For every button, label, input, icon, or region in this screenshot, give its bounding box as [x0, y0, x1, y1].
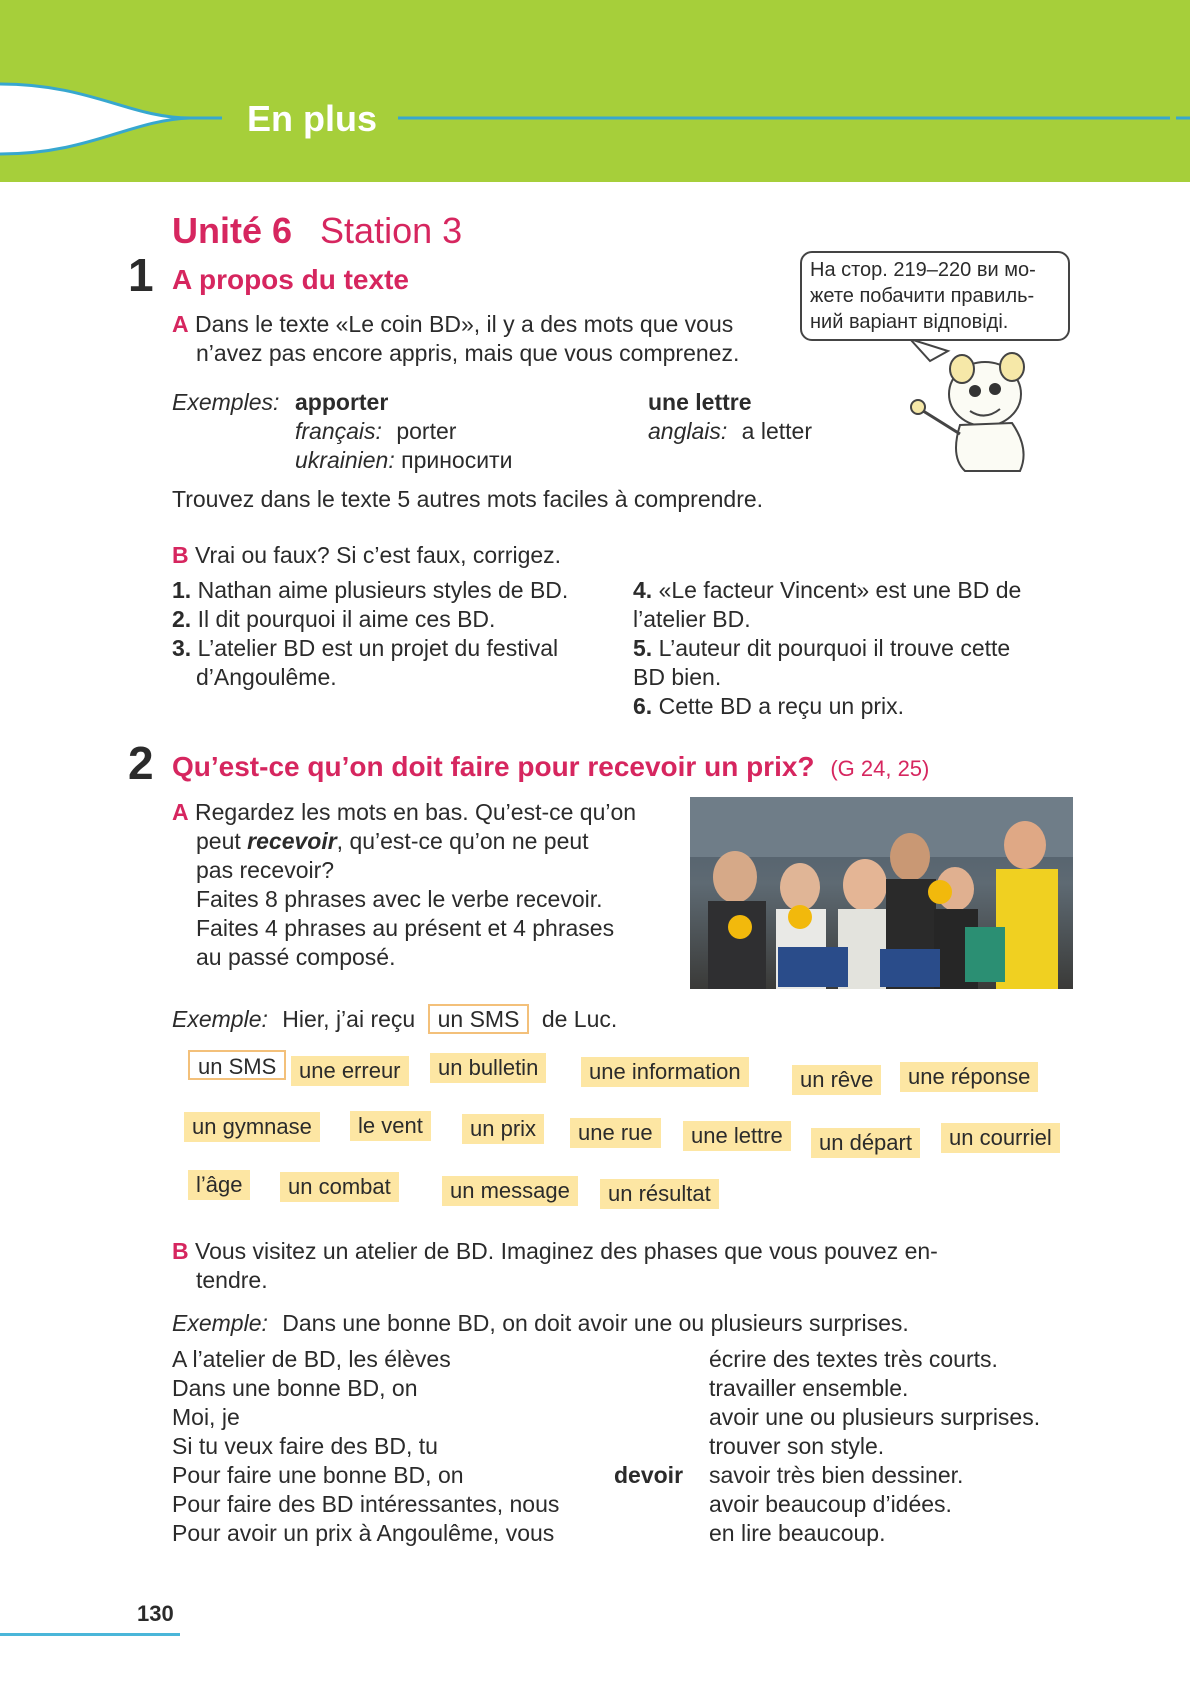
header-wave-graphic [0, 80, 1190, 160]
word-tag: un rêve [792, 1065, 881, 1095]
word-tag: le vent [350, 1111, 431, 1141]
statements-left-column [172, 576, 612, 692]
example-sentence: Dans une bonne BD, on doit avoir une ou plusieurs surprises. [282, 1310, 909, 1336]
subject-phrase: Pour avoir un prix à Angoulême, vous [172, 1520, 555, 1546]
complement-phrase: avoir beaucoup d’idées. [709, 1491, 952, 1517]
word-tag: un message [442, 1176, 578, 1206]
statement-2: 2. Il dit pourquoi il aime ces BD. [172, 606, 496, 632]
subject-phrase: Pour faire des BD intéressantes, nous [172, 1491, 560, 1517]
word-tag: un prix [462, 1114, 544, 1144]
complement-phrase: savoir très bien dessiner. [709, 1462, 964, 1488]
mascot-illustration [890, 339, 1070, 474]
bubble-line-3: ний варіант відповіді. [810, 311, 1009, 333]
french-value: porter [396, 418, 457, 444]
subject-phrase: A l’atelier de BD, les élèves [172, 1346, 451, 1372]
statement-5: 5. L’auteur dit pourquoi il trouve cette [633, 635, 1011, 661]
unit-label: Unité 6 [172, 210, 293, 251]
exercise-1-title: A propos du texte [172, 264, 409, 295]
statements-right-column [633, 576, 1073, 721]
example-word-2-english [648, 417, 812, 446]
example-word-1-ukrainian [295, 446, 512, 475]
word-tag: une rue [570, 1118, 661, 1148]
find-words-instruction: Trouvez dans le texte 5 autres mots faciles à comprendre. [172, 486, 764, 512]
complement-phrase: trouver son style. [709, 1433, 885, 1459]
exercise-1-number: 1 [128, 249, 154, 301]
word-tag: un bulletin [430, 1053, 546, 1083]
unit-heading [172, 210, 462, 252]
footer-rule [0, 1633, 180, 1636]
statement-6: 6. Cette BD a reçu un prix. [633, 693, 905, 719]
subject-phrase: Si tu veux faire des BD, tu [172, 1433, 438, 1459]
word-tag: une erreur [291, 1056, 409, 1086]
bubble-line-1: На стор. 219–220 ви мо- [810, 259, 1036, 281]
example-text-end: de Luc. [541, 1006, 618, 1032]
word-tag: l’âge [188, 1170, 250, 1200]
ukrainian-value: приносити [401, 447, 513, 473]
word-tag: un départ [811, 1128, 920, 1158]
complement-phrase: avoir une ou plusieurs surprises. [709, 1404, 1041, 1430]
complement-phrase: travailler ensemble. [709, 1375, 909, 1401]
word-tag: un résultat [600, 1179, 719, 1209]
example-word-1-french [295, 417, 456, 446]
sentence-subjects-column [172, 1345, 612, 1548]
part-b-label: B [172, 1238, 189, 1264]
statement-3: 3. L’atelier BD est un projet du festival [172, 635, 559, 661]
award-photo-illustration [690, 797, 1073, 989]
exercise-2-number: 2 [128, 737, 154, 789]
exercise-2b-example [172, 1309, 909, 1338]
example-label: Exemple: [172, 1310, 268, 1336]
exercise-1a-text-2: n’avez pas encore appris, mais que vous comprenez. [196, 340, 740, 366]
statement-5-cont: BD bien. [633, 664, 722, 690]
word-tag: un courriel [941, 1123, 1060, 1153]
exercise-1a-text-1: Dans le texte «Le coin BD», il y a des mots que vous [195, 311, 734, 337]
subject-phrase: Moi, je [172, 1404, 240, 1430]
exercise-2a-instruction: A Regardez les mots en bas. Qu’est-ce qu’on peut recevoir, qu’est-ce qu’on ne peut pas recevoir? Faites 8 phrases avec le verbe recevoir. Faites 4 phrases au présent et 4 phrases au passé composé. [172, 799, 637, 970]
english-value: a letter [741, 418, 812, 444]
part-b-label: B [172, 542, 189, 568]
word-tag: une information [581, 1057, 749, 1087]
exercise-2a-example [172, 1004, 617, 1034]
ukrainian-label: ukrainien: [295, 447, 395, 473]
statement-3-cont: d’Angoulême. [196, 664, 337, 690]
exercise-2-title-text: Qu’est-ce qu’on doit faire pour recevoir un prix? [172, 751, 815, 782]
statement-4-cont: l’atelier BD. [633, 606, 751, 632]
exercise-2b-instruction: B Vous visitez un atelier de BD. Imaginez des phases que vous pouvez en- tendre. [172, 1238, 938, 1293]
section-title: En plus [247, 98, 378, 139]
example-word-1: apporter [295, 389, 389, 415]
example-text-start: Hier, j’ai reçu [282, 1006, 416, 1032]
subject-phrase: Pour faire une bonne BD, on [172, 1462, 464, 1488]
word-tag: un combat [280, 1172, 399, 1202]
example-answer-box: un SMS [428, 1004, 530, 1034]
sentence-complements-column [709, 1345, 1089, 1548]
emphasized-verb: recevoir [247, 828, 337, 854]
example-label: Exemple: [172, 1006, 268, 1032]
english-label: anglais: [648, 418, 728, 444]
bubble-line-2: жете побачити правиль- [810, 285, 1035, 307]
word-tag: une réponse [900, 1062, 1038, 1092]
station-label: Station 3 [320, 210, 463, 251]
page-number: 130 [137, 1601, 174, 1626]
exercise-2-title [172, 751, 929, 783]
complement-phrase: en lire beaucoup. [709, 1520, 886, 1546]
word-tag: un SMS [188, 1050, 286, 1080]
hint-speech-bubble [800, 251, 1070, 341]
word-tag: un gymnase [184, 1112, 320, 1142]
complement-phrase: écrire des textes très courts. [709, 1346, 998, 1372]
exercise-1b-text: Vrai ou faux? Si c’est faux, corrigez. [195, 542, 562, 568]
french-label: français: [295, 418, 382, 444]
statement-4: 4. «Le facteur Vincent» est une BD de [633, 577, 1022, 603]
verb-devoir: devoir [614, 1462, 684, 1488]
part-a-label: A [172, 799, 189, 825]
statement-1: 1. Nathan aime plusieurs styles de BD. [172, 577, 569, 603]
examples-label: Exemples: [172, 389, 280, 415]
award-photo [690, 797, 1073, 989]
exercise-1a-instruction [172, 310, 733, 339]
exercise-1b-instruction [172, 541, 561, 570]
header-band [0, 0, 1190, 182]
part-a-label: A [172, 311, 189, 337]
word-tag: une lettre [683, 1121, 791, 1151]
grammar-reference: (G 24, 25) [830, 756, 930, 781]
subject-phrase: Dans une bonne BD, on [172, 1375, 418, 1401]
example-word-2: une lettre [648, 389, 752, 415]
